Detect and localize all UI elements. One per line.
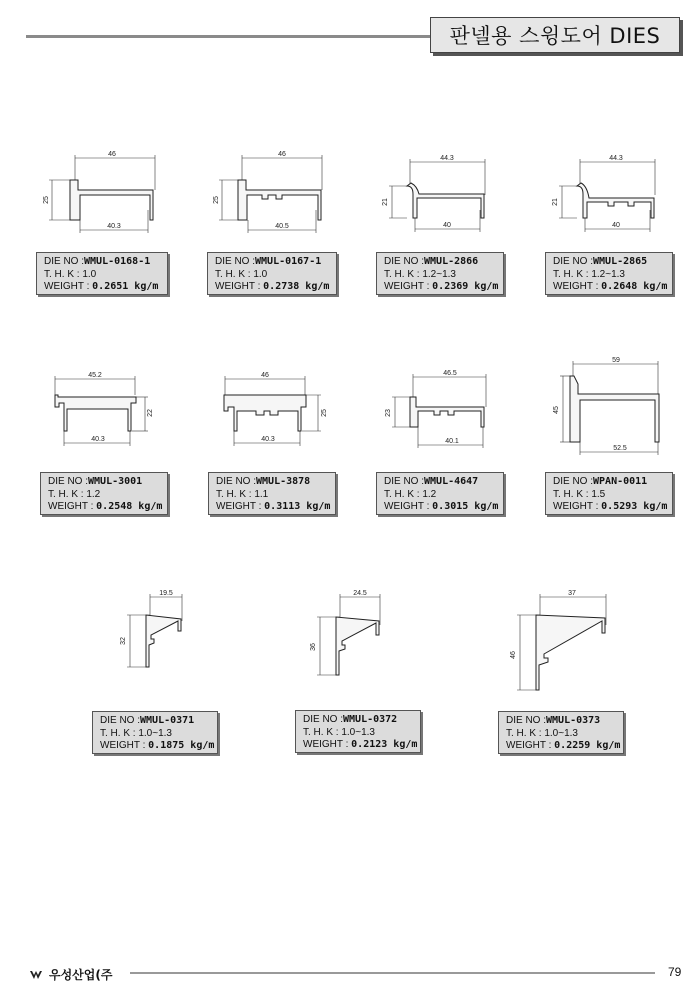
die-info-card-1 (36, 252, 168, 295)
profile-drawing-5 (40, 365, 170, 455)
thk-value: 1.0 (82, 268, 97, 280)
die-no-value: WMUL-4647 (424, 476, 479, 487)
weight-value: 0.5293 kg/m (601, 501, 668, 512)
thk-label: T. H. K : (48, 488, 84, 500)
profile-drawing-8 (548, 350, 678, 460)
die-no-label: DIE NO : (553, 256, 594, 267)
profile-drawing-1 (40, 150, 170, 240)
dim-inner: 40.3 (107, 223, 121, 230)
die-no-label: DIE NO : (215, 256, 256, 267)
thk-label: T. H. K : (553, 268, 589, 280)
weight-value: 0.3113 kg/m (264, 501, 331, 512)
thk-label: T. H. K : (216, 488, 252, 500)
die-no-value: WMUL-0168-1 (84, 256, 151, 267)
weight-value: 0.2651 kg/m (92, 281, 159, 292)
dim-inner: 52.5 (613, 445, 627, 452)
dim-width: 46.5 (443, 370, 457, 377)
weight-label: WEIGHT : (553, 501, 599, 512)
thk-label: T. H. K : (506, 727, 542, 739)
thk-value: 1.2~1.3 (591, 268, 625, 280)
weight-label: WEIGHT : (303, 739, 349, 750)
company-logo (30, 966, 112, 983)
thk-value: 1.0~1.3 (341, 726, 375, 738)
thk-value: 1.2~1.3 (422, 268, 456, 280)
weight-value: 0.2738 kg/m (263, 281, 330, 292)
thk-label: T. H. K : (303, 726, 339, 738)
die-no-label: DIE NO : (303, 714, 344, 725)
weight-value: 0.2259 kg/m (554, 740, 621, 751)
profile-drawing-3 (375, 150, 505, 240)
header-rule (26, 35, 430, 38)
thk-label: T. H. K : (384, 268, 420, 280)
profile-drawing-10 (300, 585, 410, 685)
dim-inner: 40.1 (445, 438, 459, 445)
die-info-card-2 (207, 252, 337, 295)
die-no-label: DIE NO : (100, 715, 141, 726)
profile-drawing-11 (500, 585, 620, 700)
dim-width: 44.3 (609, 155, 623, 162)
profile-drawing-2 (210, 150, 340, 240)
thk-value: 1.0~1.3 (544, 727, 578, 739)
dim-height: 32 (120, 637, 127, 645)
die-info-card-9 (92, 711, 218, 754)
die-info-card-11 (498, 711, 624, 754)
die-no-value: WMUL-0372 (343, 714, 398, 725)
weight-label: WEIGHT : (100, 740, 146, 751)
dim-inner: 40.3 (91, 436, 105, 443)
dim-height: 25 (43, 196, 50, 204)
dim-height: 46 (510, 651, 517, 659)
die-no-label: DIE NO : (384, 476, 425, 487)
die-info-card-8 (545, 472, 673, 515)
thk-label: T. H. K : (100, 727, 136, 739)
dim-width: 44.3 (440, 155, 454, 162)
weight-value: 0.2648 kg/m (601, 281, 668, 292)
dim-width: 46 (108, 151, 116, 158)
thk-value: 1.0 (253, 268, 268, 280)
footer-rule (130, 972, 655, 974)
die-no-label: DIE NO : (384, 256, 425, 267)
dim-inner: 40 (443, 222, 451, 229)
thk-value: 1.0~1.3 (138, 727, 172, 739)
dim-width: 46 (278, 151, 286, 158)
die-info-card-10 (295, 710, 421, 753)
die-no-value: WMUL-0167-1 (255, 256, 322, 267)
profile-drawing-9 (110, 585, 210, 680)
thk-value: 1.1 (254, 488, 269, 500)
die-info-card-4 (545, 252, 673, 295)
weight-label: WEIGHT : (48, 501, 94, 512)
die-info-card-5 (40, 472, 168, 515)
dim-height: 25 (213, 196, 220, 204)
die-no-value: WMUL-2865 (593, 256, 648, 267)
die-no-value: WMUL-2866 (424, 256, 479, 267)
die-no-label: DIE NO : (506, 715, 547, 726)
dim-width: 19.5 (159, 590, 173, 597)
dim-width: 37 (568, 590, 576, 597)
profile-drawing-4 (548, 150, 678, 240)
page-title: 판넬용 스윙도어 DIES (430, 17, 680, 53)
dim-inner: 40.5 (275, 223, 289, 230)
weight-value: 0.2369 kg/m (432, 281, 499, 292)
profile-drawing-6 (210, 365, 340, 455)
weight-value: 0.2548 kg/m (96, 501, 163, 512)
weight-value: 0.2123 kg/m (351, 739, 418, 750)
die-info-card-6 (208, 472, 336, 515)
weight-label: WEIGHT : (506, 740, 552, 751)
dim-width: 24.5 (353, 590, 367, 597)
weight-label: WEIGHT : (216, 501, 262, 512)
die-info-card-7 (376, 472, 504, 515)
die-no-label: DIE NO : (553, 476, 594, 487)
thk-label: T. H. K : (384, 488, 420, 500)
die-no-value: WMUL-3001 (88, 476, 143, 487)
weight-label: WEIGHT : (384, 501, 430, 512)
die-no-value: WMUL-3878 (256, 476, 311, 487)
profile-drawing-7 (378, 365, 508, 455)
dim-height: 22 (147, 409, 154, 417)
die-no-value: WPAN-0011 (593, 476, 648, 487)
dim-inner: 40.3 (261, 436, 275, 443)
dim-height: 23 (385, 409, 392, 417)
thk-label: T. H. K : (215, 268, 251, 280)
weight-label: WEIGHT : (215, 281, 261, 292)
thk-label: T. H. K : (553, 488, 589, 500)
thk-value: 1.2 (422, 488, 437, 500)
dim-height: 36 (310, 643, 317, 651)
weight-value: 0.1875 kg/m (148, 740, 215, 751)
dim-width: 59 (612, 357, 620, 364)
company-name: 우성산업(주 (49, 968, 113, 982)
dim-height: 45 (553, 406, 560, 414)
die-info-card-3 (376, 252, 504, 295)
weight-label: WEIGHT : (384, 281, 430, 292)
thk-label: T. H. K : (44, 268, 80, 280)
thk-value: 1.2 (86, 488, 101, 500)
dim-width: 46 (261, 372, 269, 379)
dim-width: 45.2 (88, 372, 102, 379)
thk-value: 1.5 (591, 488, 606, 500)
dim-height: 21 (552, 198, 559, 206)
weight-label: WEIGHT : (553, 281, 599, 292)
die-no-label: DIE NO : (44, 256, 85, 267)
weight-value: 0.3015 kg/m (432, 501, 499, 512)
logo-mark-icon (30, 970, 46, 980)
page-number: 79 (668, 965, 682, 979)
weight-label: WEIGHT : (44, 281, 90, 292)
die-no-value: WMUL-0373 (546, 715, 601, 726)
dim-inner: 40 (612, 222, 620, 229)
die-no-label: DIE NO : (216, 476, 257, 487)
die-no-label: DIE NO : (48, 476, 89, 487)
dim-height: 25 (321, 409, 328, 417)
dim-height: 21 (382, 198, 389, 206)
die-no-value: WMUL-0371 (140, 715, 195, 726)
